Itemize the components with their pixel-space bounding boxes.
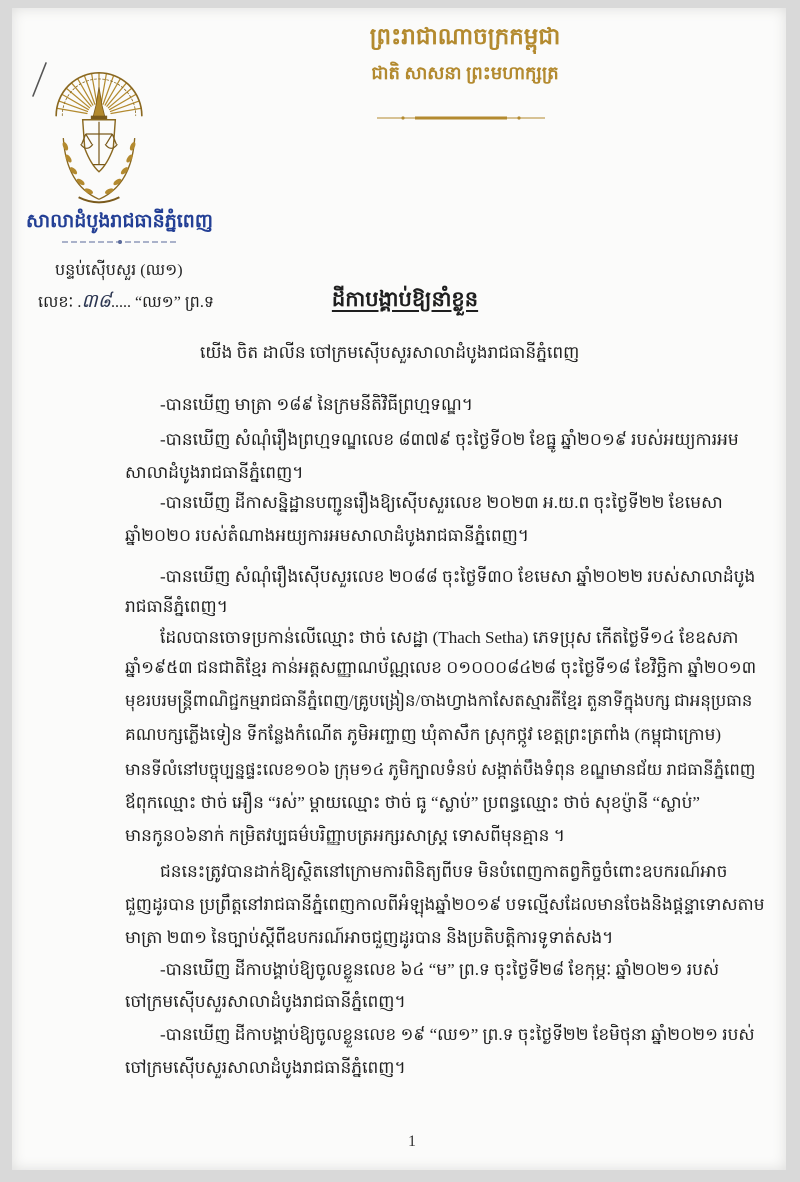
pen-mark (28, 60, 50, 100)
body-line: មានកូន០៦នាក់ កម្រិតវប្បធម៌បរិញ្ញាបត្រអក្សរសាស្ត្រ ទោសពីមុនគ្មាន ។ (125, 826, 565, 845)
body-line: ចៅក្រមស៊ើបសួរសាលាដំបូងរាជធានីភ្នំពេញ។ (125, 992, 406, 1011)
investigation-office: បន្ទប់ស៊ើបសួរ (ឈ១) (55, 262, 183, 279)
body-line: ជួញដូរបាន ប្រព្រឹត្តនៅរាជធានីភ្នំពេញកាលពីអំឡុងឆ្នាំ២០១៩ បទល្មើសដែលមានចែងនិងផ្ដន្ទាទោសតាម (125, 895, 765, 914)
ornamental-underline-icon (58, 238, 182, 246)
body-line: មុខរបរមន្ត្រីពាណិជ្ជកម្មរាជធានីភ្នំពេញ/គ្រូបង្រៀន/ចាងហ្វាងកាសែតស្មារតីខ្មែរ តួនាទីក្នុងបក្ស ជាអនុប្រធាន (125, 691, 753, 710)
body-line: -បានឃើញ សំណុំរឿងស៊ើបសួរលេខ ២០៨៨ ចុះថ្ងៃទី៣០ ខែមេសា ឆ្នាំ២០២២ របស់សាលាដំបូង (160, 567, 756, 586)
kingdom-heading: ព្រះរាជាណាចក្រកម្ពុជា (369, 24, 561, 49)
body-line: ឆ្នាំ២០២០ របស់តំណាងអយ្យការអមសាលាដំបូងរាជធានីភ្នំពេញ។ (125, 526, 530, 545)
body-line: -បានឃើញ មាត្រា ១៨៩ នៃក្រមនីតិវិធីព្រហ្មទណ្ឌ។ (160, 395, 473, 414)
body-line: ឪពុកឈ្មោះ ថាច់ អឿន “រស់” ម្ដាយឈ្មោះ ថាច់ ធូ “ស្លាប់” ប្រពន្ធឈ្មោះ ថាច់ សុខប្ញ៉ានី “ស្លាប់” (125, 793, 700, 812)
body-line: រាជធានីភ្នំពេញ។ (125, 597, 228, 616)
body-line: មានទីលំនៅបច្ចុប្បន្នផ្ទះលេខ១០៦ ក្រុម១៤ ភូមិក្បាលទំនប់ សង្កាត់បឹងទំពុន ខណ្ឌមានជ័យ រាជធានីភ្នំពេញ (125, 760, 756, 779)
handwritten-number: ៣៨ (81, 290, 112, 312)
issuing-judge-line: យើង ចិត ដាលីន ចៅក្រមស៊ើបសួរសាលាដំបូងរាជធានីភ្នំពេញ (200, 343, 580, 362)
national-motto: ជាតិ សាសនា ព្រះមហាក្សត្រ (371, 63, 559, 83)
body-line: សាលាដំបូងរាជធានីភ្នំពេញ។ (125, 463, 304, 482)
number-label: លេខៈ . (38, 294, 82, 311)
body-line: គណបក្សភ្លើងទៀន ទីកន្លែងកំណើត ភូមិអញ្ចាញ ឃុំតាសឹក ស្រុកថ្កូវ ខេត្តព្រះត្រពាំង (កម្ពុជាក្រោម) (125, 725, 722, 744)
court-name: សាលាដំបូងរាជធានីភ្នំពេញ (26, 211, 213, 232)
ornamental-divider-icon (375, 112, 547, 124)
body-line: -បានឃើញ ដីកាសន្និដ្ឋានបញ្ជូនរឿងឱ្យស៊ើបសួរលេខ ២០២៣ អ.យ.ព ចុះថ្ងៃទី២២ ខែមេសា (160, 493, 723, 512)
body-line: មាត្រា ២៣១ នៃច្បាប់ស្ដីពីឧបករណ៍អាចជួញដូរបាន និងប្រតិបត្តិការទូទាត់សង។ (125, 928, 614, 947)
page-number: 1 (408, 1133, 416, 1150)
document-title: ដីកាបង្គាប់ឱ្យនាំខ្លួន (331, 287, 479, 311)
body-line: -បានឃើញ សំណុំរឿងព្រហ្មទណ្ឌលេខ ៨៣៧៩ ចុះថ្ងៃទី០២ ខែធ្នូ ឆ្នាំ២០១៩ របស់អយ្យការអម (160, 430, 739, 449)
number-suffix: ..... “ឈ១” ព្រ.ទ (111, 294, 214, 311)
body-line: ដែលបានចោទប្រកាន់លើឈ្មោះ ថាច់ សេដ្ឋា (Thach Setha) ភេទប្រុស កើតថ្ងៃទី១៤ ខែឧសភា (160, 628, 739, 647)
body-line: -បានឃើញ ដីកាបង្គាប់ឱ្យចូលខ្លួនលេខ ៦៤ “ម” ព្រ.ទ ចុះថ្ងៃទី២៨ ខែកុម្ភៈ ឆ្នាំ២០២១ របស់ (160, 960, 720, 979)
document-number (38, 286, 268, 316)
court-emblem-icon (48, 56, 150, 210)
body-line: ឆ្នាំ១៩៥៣ ជនជាតិខ្មែរ កាន់អត្តសញ្ញាណប័ណ្ណលេខ ០១០០០៨៤២៨ ចុះថ្ងៃទី១៨ ខែវិច្ឆិកា ឆ្នាំ២០១៣ (125, 658, 757, 677)
body-line: ចៅក្រមស៊ើបសួរសាលាដំបូងរាជធានីភ្នំពេញ។ (125, 1058, 406, 1077)
document-page (12, 8, 786, 1170)
body-line: ជននេះត្រូវបានដាក់ឱ្យស្ថិតនៅក្រោមការពិនិត្យពីបទ មិនបំពេញកាតព្វកិច្ចចំពោះឧបករណ៍អាច (160, 862, 728, 881)
body-line: -បានឃើញ ដីកាបង្គាប់ឱ្យចូលខ្លួនលេខ ១៩ “ឈ១” ព្រ.ទ ចុះថ្ងៃទី២២ ខែមិថុនា ឆ្នាំ២០២១ របស់ (160, 1025, 755, 1044)
